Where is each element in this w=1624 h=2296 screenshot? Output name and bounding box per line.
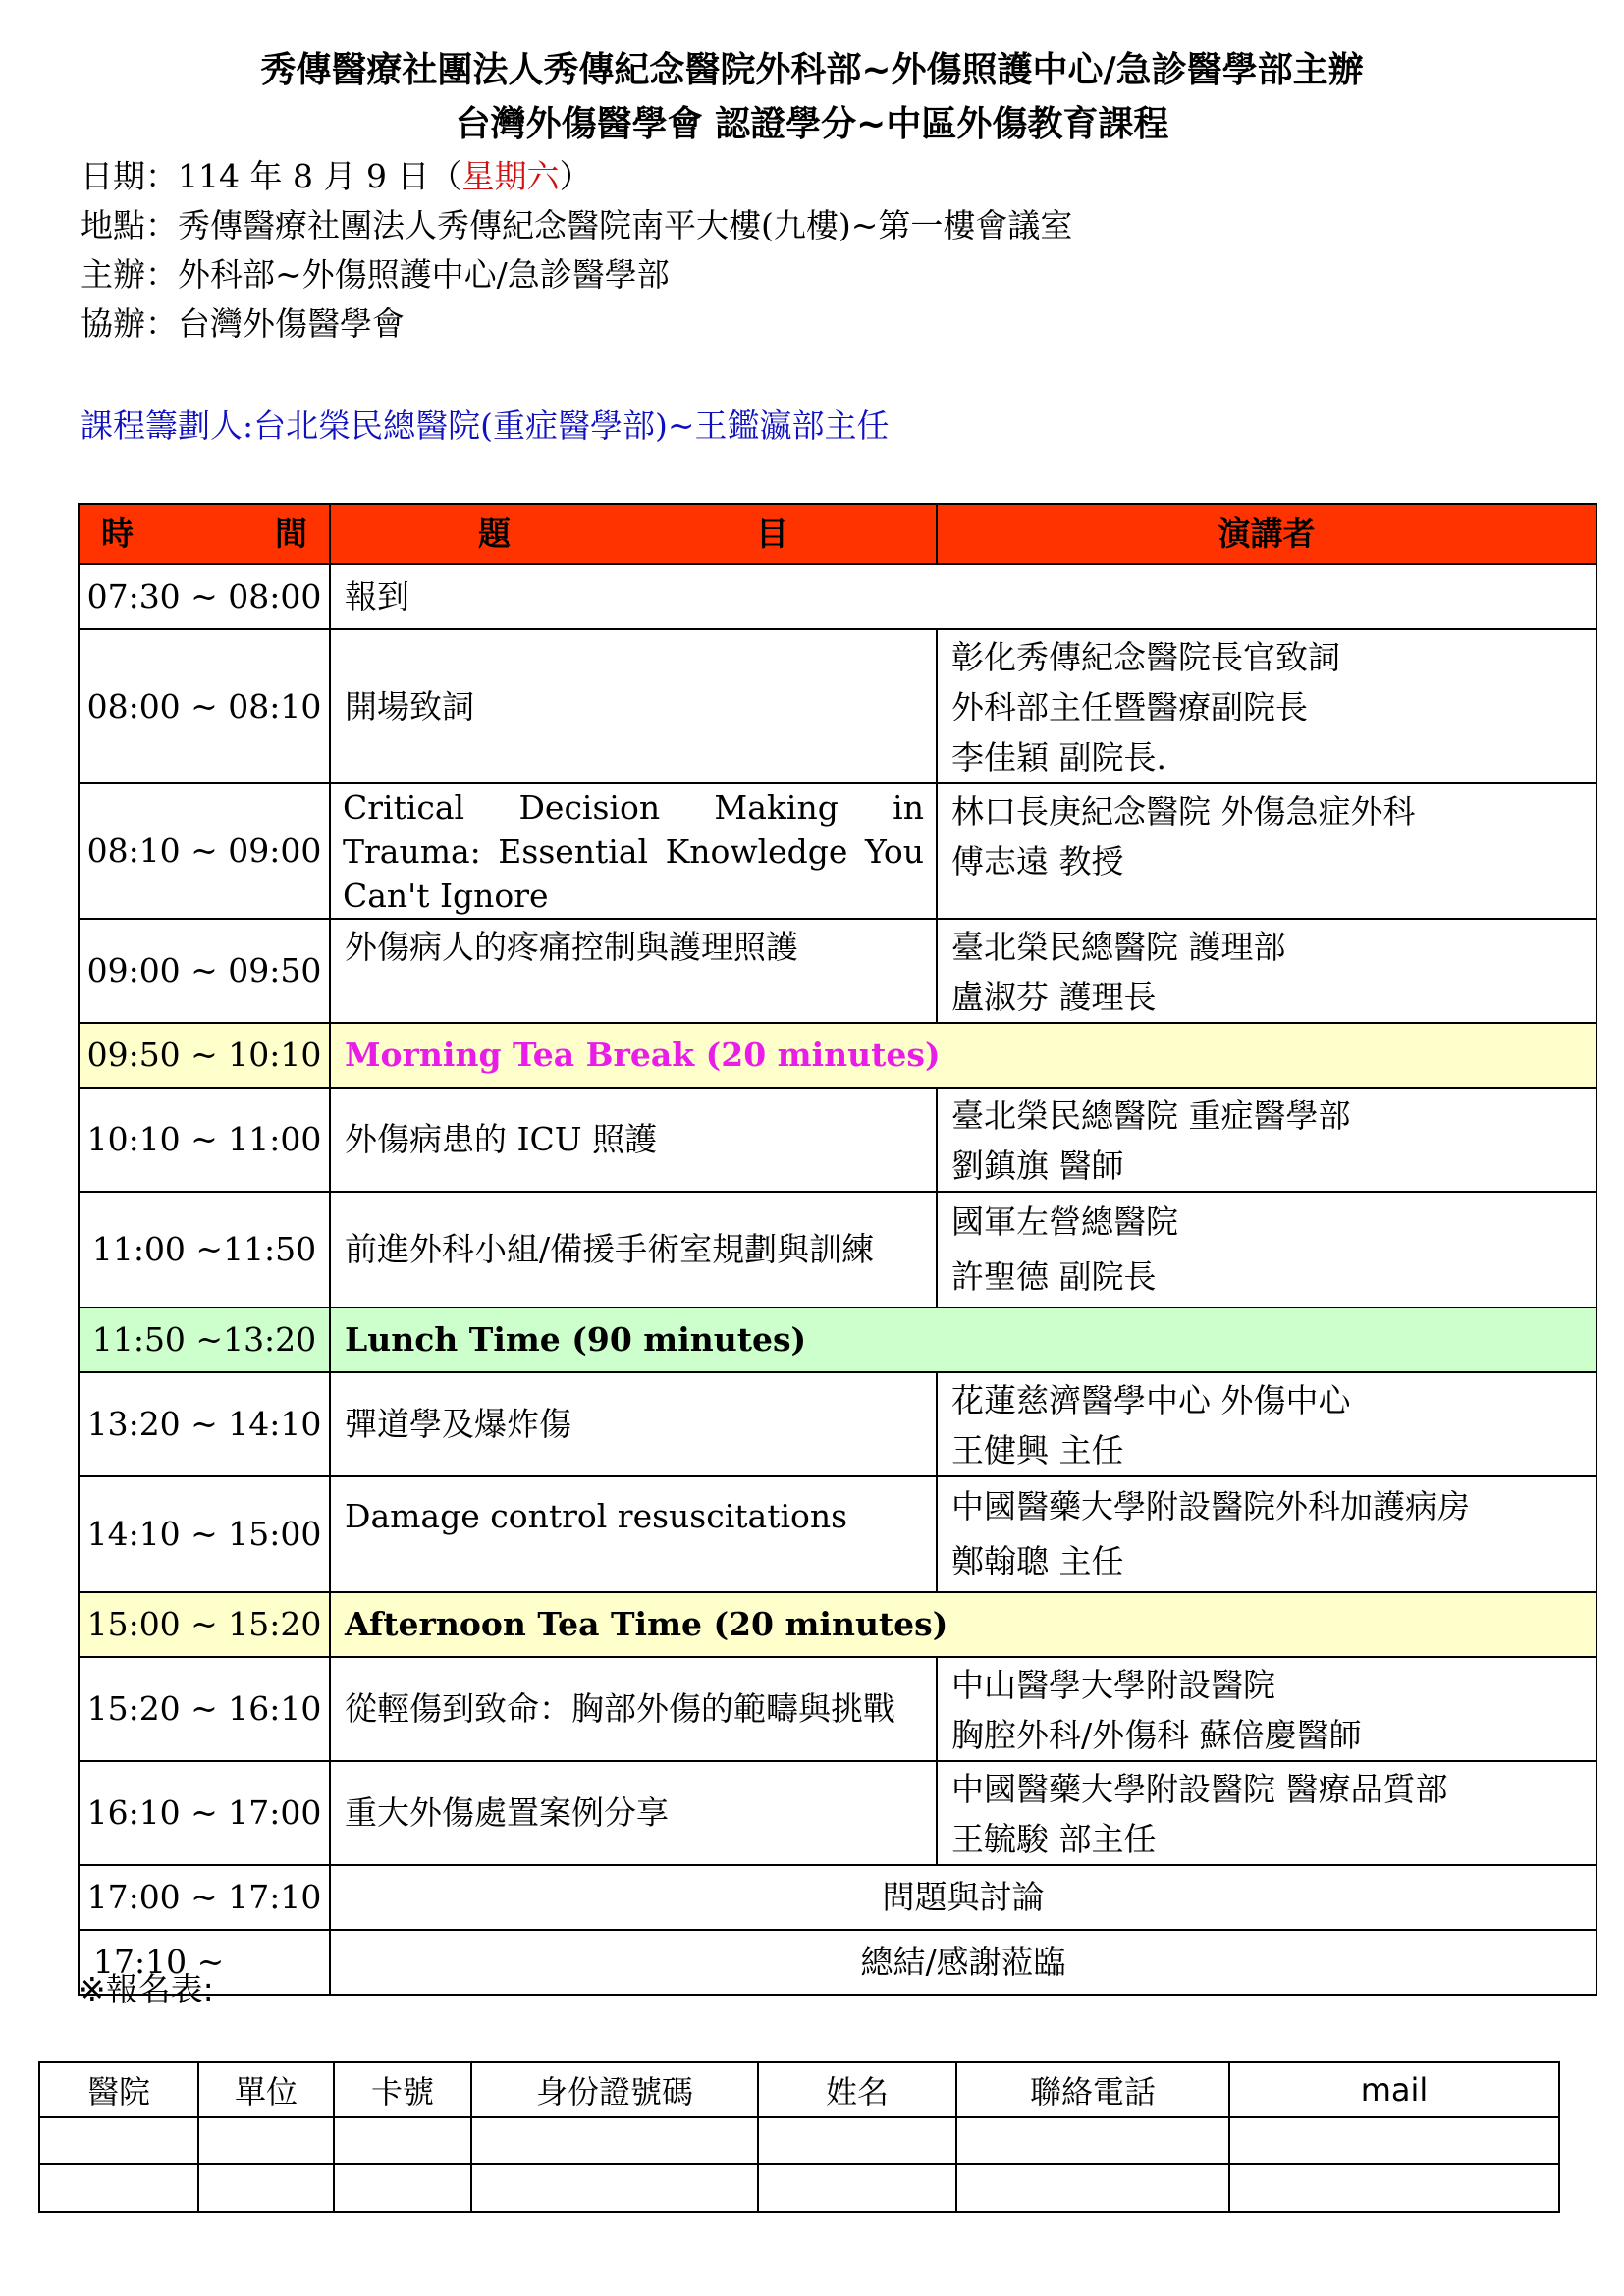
table-row [79,1930,1597,1995]
table-row [79,1192,1597,1308]
row-speaker [937,1372,1597,1476]
row-topic: Morning Tea Break (20 minutes) [330,1023,1597,1088]
title-line-2: 台灣外傷醫學會 認證學分~中區外傷教育課程 [455,104,1169,144]
row-speaker [937,1761,1597,1865]
reg-cell[interactable] [956,2164,1229,2212]
registration-table [38,2061,1560,2213]
speaker-line: 王毓駿 部主任 [951,1820,1157,1858]
row-time: 11:50 ~13:20 [79,1308,330,1372]
reg-col-name: 姓名 [758,2062,956,2117]
header-topic [330,504,937,564]
table-row [79,1592,1597,1657]
row-time: 16:10 ~ 17:00 [79,1761,330,1865]
reg-cell[interactable] [956,2117,1229,2164]
row-time: 08:00 ~ 08:10 [79,629,330,783]
row-topic: 前進外科小組/備援手術室規劃與訓練 [330,1192,937,1308]
row-topic: 從輕傷到致命：胸部外傷的範疇與挑戰 [330,1657,937,1761]
reg-col-card: 卡號 [334,2062,471,2117]
row-time: 15:20 ~ 16:10 [79,1657,330,1761]
event-co-organizer: 協辦：台灣外傷醫學會 [81,304,405,343]
schedule-header-row [79,504,1597,564]
registration-header-row [39,2062,1559,2117]
course-planner: 課程籌劃人:台北榮民總醫院(重症醫學部)~王鑑瀛部主任 [81,406,890,445]
row-time: 13:20 ~ 14:10 [79,1372,330,1476]
row-topic: 彈道學及爆炸傷 [330,1372,937,1476]
title-line-1: 秀傳醫療社團法人秀傳紀念醫院外科部~外傷照護中心/急診醫學部主辦 [260,50,1364,90]
row-speaker [937,783,1597,919]
speaker-line: 王健興 主任 [951,1431,1124,1469]
row-topic: 問題與討論 [330,1865,1597,1930]
row-time: 14:10 ~ 15:00 [79,1476,330,1592]
event-location: 地點：秀傳醫療社團法人秀傳紀念醫院南平大樓(九樓)~第一樓會議室 [81,206,1073,244]
row-time: 17:10 ~ [79,1930,330,1995]
reg-cell[interactable] [198,2164,334,2212]
table-row [79,1372,1597,1476]
row-topic: Critical Decision Making in Trauma: Essential Knowledge You Can't Ignore [330,783,937,919]
row-time: 17:00 ~ 17:10 [79,1865,330,1930]
reg-cell[interactable] [758,2117,956,2164]
reg-cell[interactable] [334,2164,471,2212]
speaker-line: 中國醫藥大學附設醫院外科加護病房 [951,1487,1470,1525]
speaker-line: 盧淑芬 護理長 [951,978,1157,1016]
row-topic: 重大外傷處置案例分享 [330,1761,937,1865]
date-close: ） [559,157,592,195]
header-time-b: 間 [275,514,307,553]
header-topic-a: 題 [478,514,511,553]
speaker-line: 胸腔外科/外傷科 蘇倍慶醫師 [951,1716,1362,1754]
reg-cell[interactable] [39,2164,198,2212]
row-time: 08:10 ~ 09:00 [79,783,330,919]
speaker-line: 鄭翰聰 主任 [951,1542,1124,1580]
table-row [79,919,1597,1023]
reg-col-id: 身份證號碼 [471,2062,758,2117]
speaker-line: 彰化秀傳紀念醫院長官致詞 [951,638,1340,676]
speaker-line: 許聖德 副院長 [951,1257,1157,1296]
speaker-line: 中山醫學大學附設醫院 [951,1666,1275,1704]
table-row [79,1476,1597,1592]
table-row [79,1088,1597,1192]
header-time-a: 時 [101,514,134,553]
registration-blank-row [39,2164,1559,2212]
row-topic: 外傷病人的疼痛控制與護理照護 [330,919,937,1023]
speaker-line: 臺北榮民總醫院 護理部 [951,928,1286,966]
header-speaker: 演講者 [937,504,1597,564]
row-time: 10:10 ~ 11:00 [79,1088,330,1192]
date-weekday: 星期六 [461,157,560,195]
header-time [79,504,330,564]
schedule-table [78,503,1597,1996]
row-topic: Damage control resuscitations [330,1476,937,1592]
date-label: 日期：114 年 8 月 9 日（ [81,157,462,195]
row-topic: Afternoon Tea Time (20 minutes) [330,1592,1597,1657]
row-time: 11:00 ~11:50 [79,1192,330,1308]
table-row [79,1761,1597,1865]
row-time: 09:00 ~ 09:50 [79,919,330,1023]
row-speaker [937,1476,1597,1592]
registration-blank-row [39,2117,1559,2164]
reg-col-phone: 聯絡電話 [956,2062,1229,2117]
table-row [79,1865,1597,1930]
speaker-line: 中國醫藥大學附設醫院 醫療品質部 [951,1770,1448,1808]
speaker-line: 花蓮慈濟醫學中心 外傷中心 [951,1381,1351,1419]
row-topic: 報到 [330,564,1597,629]
reg-col-mail: mail [1229,2062,1559,2117]
reg-cell[interactable] [198,2117,334,2164]
row-topic: 總結/感謝蒞臨 [330,1930,1597,1995]
row-topic: 外傷病患的 ICU 照護 [330,1088,937,1192]
speaker-line: 林口長庚紀念醫院 外傷急症外科 [951,792,1416,830]
table-row [79,629,1597,783]
reg-cell[interactable] [758,2164,956,2212]
row-time: 15:00 ~ 15:20 [79,1592,330,1657]
speaker-line: 傅志遠 教授 [951,842,1124,881]
event-date [81,155,591,198]
table-row [79,783,1597,919]
reg-cell[interactable] [39,2117,198,2164]
reg-cell[interactable] [1229,2164,1559,2212]
reg-cell[interactable] [471,2117,758,2164]
event-organizer: 主辦：外科部~外傷照護中心/急診醫學部 [81,255,670,294]
row-speaker [937,1657,1597,1761]
header-topic-b: 目 [756,514,788,553]
row-speaker [937,919,1597,1023]
reg-cell[interactable] [1229,2117,1559,2164]
row-time: 09:50 ~ 10:10 [79,1023,330,1088]
row-topic: 開場致詞 [330,629,937,783]
table-row [79,1308,1597,1372]
speaker-line: 國軍左營總醫院 [951,1202,1178,1241]
reg-col-unit: 單位 [198,2062,334,2117]
row-time: 07:30 ~ 08:00 [79,564,330,629]
row-topic: Lunch Time (90 minutes) [330,1308,1597,1372]
speaker-line: 外科部主任暨醫療副院長 [951,688,1308,726]
reg-cell[interactable] [334,2117,471,2164]
registration-title: ※報名表: [79,1970,214,2008]
row-speaker [937,1192,1597,1308]
reg-col-hospital: 醫院 [39,2062,198,2117]
table-row [79,564,1597,629]
speaker-line: 劉鎮旗 醫師 [951,1147,1124,1185]
row-speaker [937,1088,1597,1192]
row-speaker [937,629,1597,783]
table-row [79,1657,1597,1761]
table-row [79,1023,1597,1088]
reg-cell[interactable] [471,2164,758,2212]
speaker-line: 臺北榮民總醫院 重症醫學部 [951,1096,1351,1135]
speaker-line: 李佳穎 副院長. [951,738,1166,776]
